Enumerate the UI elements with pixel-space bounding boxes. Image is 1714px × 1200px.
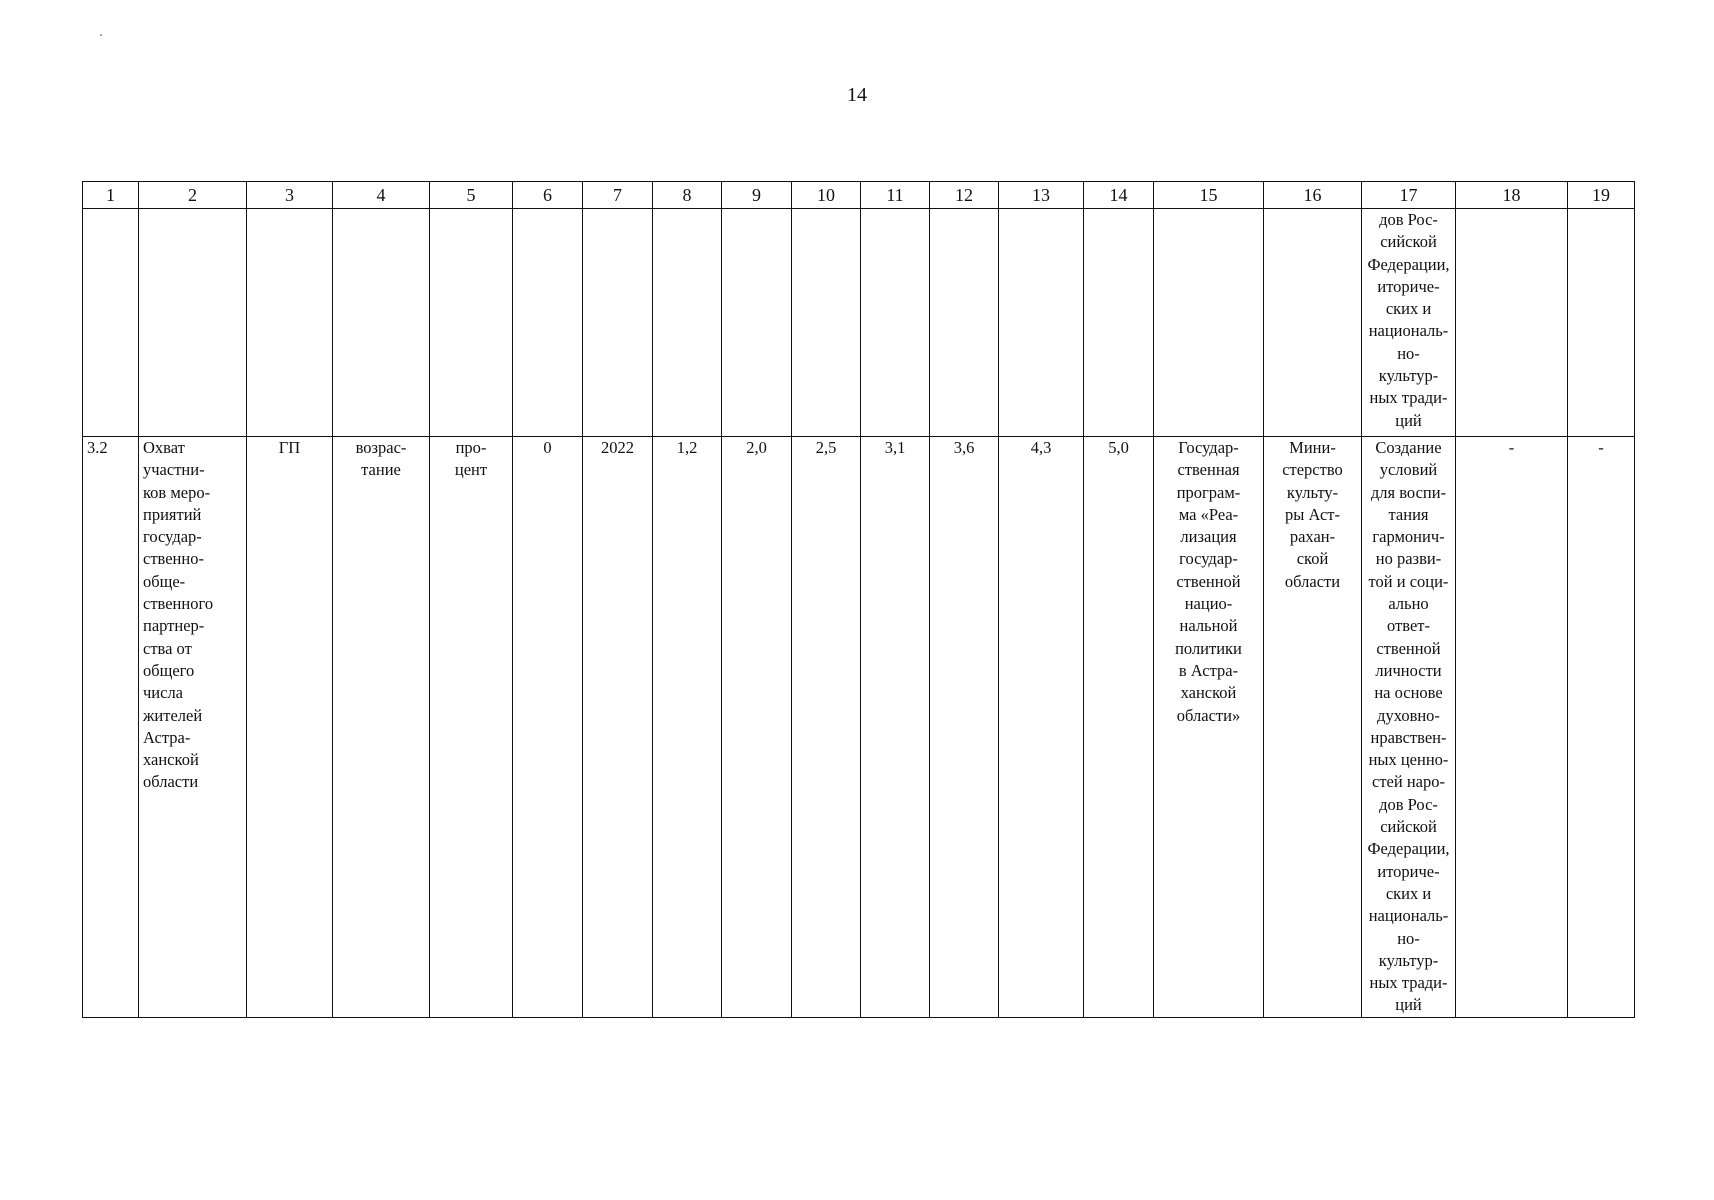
empty-cell xyxy=(722,209,792,437)
value-cell-13: 4,3 xyxy=(999,437,1084,1018)
empty-cell xyxy=(430,209,513,437)
table-row-3-2 xyxy=(83,437,1635,1018)
base-value-cell: 0 xyxy=(513,437,583,1018)
indicator-name-cell: Охват участни- ков меро- приятий государ- ственно- обще- ственного партнер- ства от общего числа жителей Астра- ханской области xyxy=(139,437,247,1018)
table-row-continuation xyxy=(83,209,1635,437)
indicators-table xyxy=(82,181,1635,1018)
empty-cell xyxy=(333,209,430,437)
column-header: 5 xyxy=(430,182,513,209)
column-header: 7 xyxy=(583,182,653,209)
column-header: 2 xyxy=(139,182,247,209)
empty-cell xyxy=(1456,209,1568,437)
column-header: 9 xyxy=(722,182,792,209)
empty-cell xyxy=(861,209,930,437)
program-cell: Государ- ственная програм- ма «Реа- лизация государ- ственной нацио- нальной политики в Астра- ханской области» xyxy=(1154,437,1264,1018)
base-year-cell: 2022 xyxy=(583,437,653,1018)
empty-cell xyxy=(247,209,333,437)
column-header: 12 xyxy=(930,182,999,209)
scan-speck xyxy=(100,34,102,36)
value-cell-12: 3,6 xyxy=(930,437,999,1018)
page-number: 14 xyxy=(847,84,867,106)
column-19-cell: - xyxy=(1568,437,1635,1018)
column-header: 1 xyxy=(83,182,139,209)
value-cell-8: 1,2 xyxy=(653,437,722,1018)
empty-cell xyxy=(1264,209,1362,437)
value-cell-14: 5,0 xyxy=(1084,437,1154,1018)
empty-cell xyxy=(139,209,247,437)
empty-cell xyxy=(513,209,583,437)
column-header: 16 xyxy=(1264,182,1362,209)
table-header-row xyxy=(83,182,1635,209)
column-header: 4 xyxy=(333,182,430,209)
trend-cell: возрас- тание xyxy=(333,437,430,1018)
unit-cell: про- цент xyxy=(430,437,513,1018)
empty-cell xyxy=(583,209,653,437)
column-18-cell: - xyxy=(1456,437,1568,1018)
empty-cell xyxy=(930,209,999,437)
column-header: 11 xyxy=(861,182,930,209)
level-cell: ГП xyxy=(247,437,333,1018)
column-header: 3 xyxy=(247,182,333,209)
column-header: 18 xyxy=(1456,182,1568,209)
column-header: 14 xyxy=(1084,182,1154,209)
column-header: 6 xyxy=(513,182,583,209)
empty-cell xyxy=(792,209,861,437)
value-cell-11: 3,1 xyxy=(861,437,930,1018)
responsible-cell: Мини- стерство культу- ры Аст- рахан- ской области xyxy=(1264,437,1362,1018)
value-cell-10: 2,5 xyxy=(792,437,861,1018)
value-cell-9: 2,0 xyxy=(722,437,792,1018)
column-header: 19 xyxy=(1568,182,1635,209)
empty-cell xyxy=(999,209,1084,437)
column-header: 13 xyxy=(999,182,1084,209)
column-header: 17 xyxy=(1362,182,1456,209)
empty-cell xyxy=(1568,209,1635,437)
empty-cell xyxy=(83,209,139,437)
empty-cell xyxy=(1154,209,1264,437)
goal-continuation-cell: дов Рос- сийской Федерации, иториче- ских и националь- но- культур- ных тради- ций xyxy=(1362,209,1456,437)
column-header: 8 xyxy=(653,182,722,209)
goal-cell: Создание условий для воспи- тания гармонич- но разви- той и соци- ально ответ- ственной личности на основе духовно- нравствен- ных ценно- стей наро- дов Рос- сийской Федерации, иториче- ских и националь- но- культур- ных тради- ций xyxy=(1362,437,1456,1018)
column-header: 10 xyxy=(792,182,861,209)
empty-cell xyxy=(1084,209,1154,437)
empty-cell xyxy=(653,209,722,437)
column-header: 15 xyxy=(1154,182,1264,209)
row-number-cell: 3.2 xyxy=(83,437,139,1018)
